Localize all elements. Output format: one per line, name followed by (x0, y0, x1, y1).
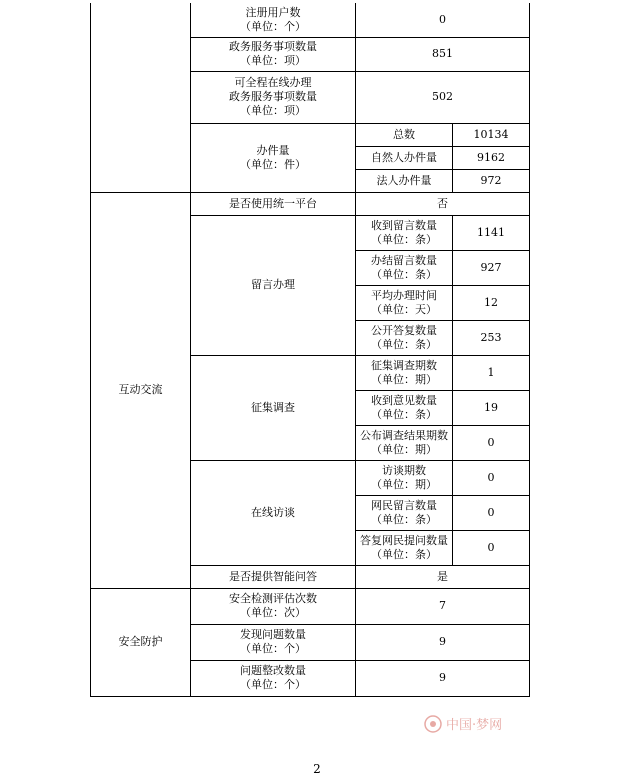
handling-label: 办件量 （单位：件） (191, 123, 356, 192)
row-label: 可全程在线办理 政务服务事项数量 （单位：项） (191, 71, 356, 123)
table-row (91, 3, 530, 37)
page-number: 2 (313, 762, 321, 776)
row-value: 9 (356, 660, 530, 696)
sub-label: 法人办件量 (356, 169, 453, 192)
sub-value: 972 (453, 169, 530, 192)
row-label: 安全检测评估次数 （单位：次） (191, 588, 356, 624)
sub-label: 征集调查期数 （单位：期） (356, 355, 453, 390)
row-label: 注册用户数 （单位：个） (191, 3, 356, 37)
sub-label: 公开答复数量 （单位：条） (356, 320, 453, 355)
row-value: 851 (356, 37, 530, 71)
section-cell-continued (91, 3, 191, 192)
row-value: 9 (356, 624, 530, 660)
sub-label: 收到留言数量 （单位：条） (356, 215, 453, 250)
sub-value: 1 (453, 355, 530, 390)
government-website-stats-table (90, 3, 530, 697)
sub-value: 927 (453, 250, 530, 285)
table-row (91, 192, 530, 215)
sub-value: 10134 (453, 123, 530, 146)
watermark-text: 中国·梦网 (446, 718, 503, 733)
sub-value: 0 (453, 495, 530, 530)
row-value: 7 (356, 588, 530, 624)
sub-label: 答复网民提问数量 （单位：条） (356, 530, 453, 565)
sub-label: 自然人办件量 (356, 146, 453, 169)
sub-label: 网民留言数量 （单位：条） (356, 495, 453, 530)
section-label-security: 安全防护 (91, 588, 191, 696)
table-row (91, 588, 530, 624)
sub-label: 收到意见数量 （单位：条） (356, 390, 453, 425)
row-label: 发现问题数量 （单位：个） (191, 624, 356, 660)
group-label-messages: 留言办理 (191, 215, 356, 355)
sub-label: 平均办理时间 （单位：天） (356, 285, 453, 320)
watermark-logo (424, 713, 528, 735)
sub-value: 9162 (453, 146, 530, 169)
row-label: 问题整改数量 （单位：个） (191, 660, 356, 696)
sub-label: 总数 (356, 123, 453, 146)
sub-label: 公布调查结果期数 （单位：期） (356, 425, 453, 460)
sub-value: 1141 (453, 215, 530, 250)
sub-value: 12 (453, 285, 530, 320)
row-value: 是 (356, 565, 530, 588)
sub-value: 253 (453, 320, 530, 355)
row-value: 502 (356, 71, 530, 123)
sub-label: 访谈期数 （单位：期） (356, 460, 453, 495)
sub-label: 办结留言数量 （单位：条） (356, 250, 453, 285)
row-value: 否 (356, 192, 530, 215)
section-label-interaction: 互动交流 (91, 192, 191, 588)
row-value: 0 (356, 3, 530, 37)
sub-value: 0 (453, 460, 530, 495)
group-label-interview: 在线访谈 (191, 460, 356, 565)
sub-value: 19 (453, 390, 530, 425)
sub-value: 0 (453, 425, 530, 460)
row-label: 是否使用统一平台 (191, 192, 356, 215)
group-label-survey: 征集调查 (191, 355, 356, 460)
sub-value: 0 (453, 530, 530, 565)
row-label: 政务服务事项数量 （单位：项） (191, 37, 356, 71)
row-label: 是否提供智能问答 (191, 565, 356, 588)
